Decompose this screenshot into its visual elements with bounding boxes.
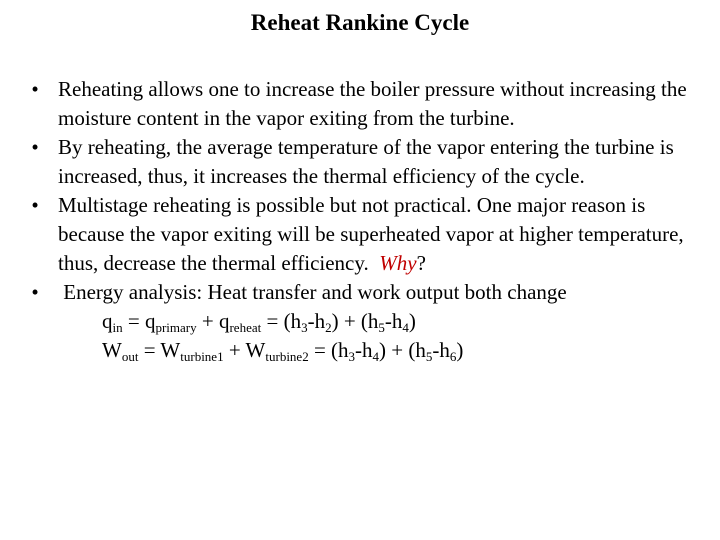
bullet-icon: • (31, 77, 39, 101)
emphasis-trailing: ? (416, 251, 426, 275)
bullet-text: Reheating allows one to increase the boiler pressure without increasing the moisture content in the vapor exiting from the turbine. (58, 77, 687, 130)
bullet-text: Multistage reheating is possible but not practical. One major reason is because the vapor exiting will be superheated vapor at higher temperature, thus, decrease the thermal efficiency. (58, 193, 684, 275)
bullet-item (28, 133, 708, 191)
bullet-icon: • (31, 193, 39, 217)
equation-heat-input: $q_{in} = q_{primary} + q_{reheat} = (h_3-h_2) + (h_5-h_4)$ (102, 309, 416, 335)
equation-work-output: $W_{out} = W_{turbine1} + W_{turbine2} = (h_3-h_4) + (h_5-h_6)$ (102, 338, 464, 364)
slide-title: Reheat Rankine Cycle (250, 10, 470, 35)
bullet-icon: • (31, 135, 39, 159)
bullet-icon: • (31, 280, 39, 304)
bullet-text-with-emphasis (58, 191, 708, 278)
bullet-item (28, 278, 708, 365)
emphasis-why: Why (379, 251, 417, 275)
bullet-list (28, 75, 708, 365)
bullet-text: Energy analysis: Heat transfer and work output both change (58, 280, 567, 304)
bullet-text: By reheating, the average temperature of the vapor entering the turbine is increased, thus, it increases the thermal efficiency of the cycle. (58, 135, 674, 188)
bullet-item (28, 191, 708, 278)
bullet-item (28, 75, 708, 133)
